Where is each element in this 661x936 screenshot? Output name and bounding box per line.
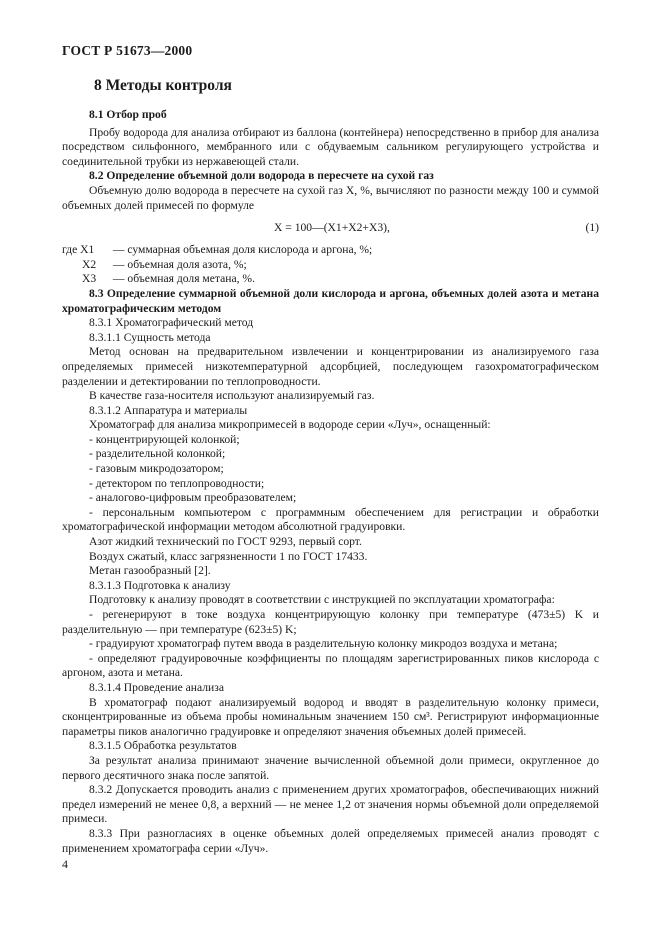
- chromatograph-intro: Хроматограф для анализа микропримесей в водороде серии «Луч», оснащенный:: [89, 418, 491, 432]
- list-item: - детектором по теплопроводности;: [89, 476, 265, 490]
- list-item: - персональным компьютером с программным обеспечением для регистрации и обработки хроматографической информации методом абсолютной градуировки.: [62, 505, 599, 534]
- clause-8-3-1-2: 8.3.1.2 Аппаратура и материалы: [89, 403, 248, 417]
- page-number: 4: [62, 857, 68, 871]
- clause-8-3-1-1: 8.3.1.1 Сущность метода: [89, 330, 211, 344]
- clause-8-3-1-3: 8.3.1.3 Подготовка к анализу: [89, 578, 231, 592]
- clause-8-3-1-4: 8.3.1.4 Проведение анализа: [89, 680, 224, 694]
- formula-number: (1): [585, 221, 599, 235]
- list-item: - регенерируют в токе воздуха концентрирующую колонку при температуре (473±5) K и разделительную — при температуре (623±5) K;: [62, 608, 599, 636]
- subsection-8-2-text: Объемную долю водорода в пересчете на сухой газ X, %, вычисляют по разности между 100 и суммой объемных долей примесей по формуле: [62, 183, 599, 212]
- section-title: 8 Методы контроля: [94, 77, 232, 94]
- subsection-8-3-title: 8.3 Определение суммарной объемной доли кислорода и аргона, объемных долей азота и метана хроматографическим методом: [62, 286, 599, 315]
- subsection-8-1-text: Пробу водорода для анализа отбирают из баллона (контейнера) непосредственно в прибор для анализа посредством сильфонного, мембранного или с обдуваемым сальником регулирующего устройства и соединительной трубки из нержавеющей стали.: [62, 125, 599, 168]
- where-label: X3: [82, 272, 97, 286]
- carrier-gas-text: В качестве газа-носителя используют анализируемый газ.: [89, 389, 375, 403]
- where-text: — объемная доля метана, %.: [112, 272, 255, 286]
- clause-8-3-1-5: 8.3.1.5 Обработка результатов: [89, 739, 237, 753]
- where-text: — суммарная объемная доля кислорода и аргона, %;: [112, 243, 373, 257]
- where-row: [62, 243, 599, 258]
- results-processing-text: За результат анализа принимают значение вычисленной объемной доли примеси, округленное до первого десятичного знака после запятой.: [62, 753, 599, 782]
- subsection-8-2-title: 8.2 Определение объемной доли водорода в пересчете на сухой газ: [89, 169, 434, 183]
- list-item: - градуируют хроматограф путем ввода в разделительную колонку микродоз воздуха и метана;: [89, 637, 558, 651]
- air-text: Воздух сжатый, класс загрязненности 1 по ГОСТ 17433.: [89, 549, 368, 563]
- where-row: [62, 258, 599, 273]
- document-body: [62, 108, 599, 856]
- formula-expression: X = 100—(X1+X2+X3),: [274, 221, 390, 235]
- analysis-procedure-text: В хроматограф подают анализируемый водород и вводят в разделительную колонку примеси, сконцентрированные из объема пробы номинальным значением 150 см³. Регистрируют информационные параметры пиков аналогично градуировке и определяют значения объемных долей примесей.: [62, 695, 599, 738]
- list-item: - разделительной колонкой;: [89, 447, 226, 461]
- standard-header: ГОСТ Р 51673—2000: [62, 43, 193, 58]
- where-label: где X1: [62, 243, 95, 257]
- list-item: - аналогово-цифровым преобразователем;: [89, 491, 297, 505]
- subsection-8-1-title: 8.1 Отбор проб: [89, 108, 167, 121]
- where-label: X2: [82, 257, 97, 271]
- formula-block: [62, 218, 599, 240]
- clause-8-3-2: 8.3.2 Допускается проводить анализ с применением других хроматографов, обеспечивающих нижний предел измерений не менее 0,8, а верхний — не менее 1,2 от значения нормы объемной доли определяемой примеси.: [62, 783, 599, 826]
- clause-8-3-3: 8.3.3 При разногласиях в оценке объемных долей определяемых примесей анализ проводят с применением хроматографа серии «Луч».: [62, 826, 599, 855]
- method-essence-text: Метод основан на предварительном извлечении и концентрировании из анализируемого газа определяемых примесей низкотемпературной адсорбцией, последующем газохроматографическом разделении и детектировании по теплопроводности.: [62, 345, 599, 388]
- clause-8-3-1: 8.3.1 Хроматографический метод: [89, 316, 254, 330]
- where-row: [62, 272, 599, 287]
- list-item: - определяют градуировочные коэффициенты по площадям зарегистрированных пиков кислорода с аргоном, азота и метана.: [62, 651, 599, 680]
- preparation-intro: Подготовку к анализу проводят в соответствии с инструкцией по эксплуатации хроматографа:: [89, 593, 555, 607]
- nitrogen-text: Азот жидкий технический по ГОСТ 9293, первый сорт.: [89, 535, 362, 549]
- methane-text: Метан газообразный [2].: [89, 564, 211, 578]
- where-text: — объемная доля азота, %;: [112, 257, 247, 271]
- list-item: - концентрирующей колонкой;: [89, 432, 240, 446]
- list-item: - газовым микродозатором;: [89, 462, 224, 476]
